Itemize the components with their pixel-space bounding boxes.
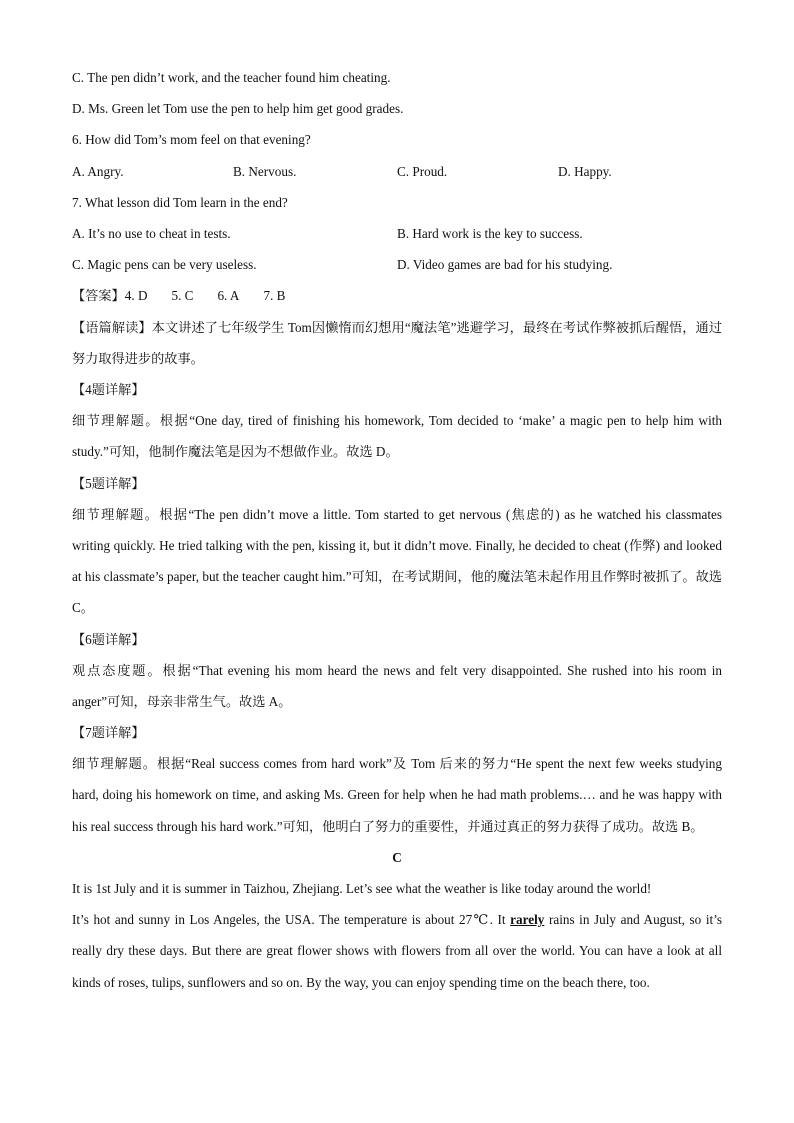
document-page <box>72 62 722 998</box>
p2-text-before: It’s hot and sunny in Los Angeles, the USA. The temperature is about 27℃. It <box>72 912 511 928</box>
passage-summary: 【语篇解读】本文讲述了七年级学生 Tom因懒惰而幻想用“魔法笔”逃避学习，最终在考试作弊被抓后醒悟，通过努力取得进步的故事。 <box>72 319 722 366</box>
answer-label: 【答案】 <box>72 288 125 304</box>
q6-option-c: C. Proud. <box>397 163 448 179</box>
explanation-q4: 细节理解题。根据“One day, tired of finishing his homework, Tom decided to ‘make’ a magic pen to help him with study.”可知，他制作魔法笔是因为不想做作业。故选 D。 <box>72 413 722 460</box>
answer-line <box>72 280 722 311</box>
heading-q6: 【6题详解】 <box>72 631 145 647</box>
heading-q5: 【5题详解】 <box>72 475 145 491</box>
explanation-q7: 细节理解题。根据“Real success comes from hard work”及 Tom 后来的努力“He spent the next few weeks studying hard, doing his homework on time, and asking Ms. Green for help when he had math problems.… and he was happy with his real success through his hard work.”可知，他明白了努力的重要性，并通过真正的努力获得了成功。故选 B。 <box>72 756 722 834</box>
passage-paragraph-1: It is 1st July and it is summer in Taizhou, Zhejiang. Let’s see what the weather is like today around the world! <box>72 881 652 897</box>
question-7-options-row1 <box>72 218 722 249</box>
question-5-option-c: C. The pen didn’t work, and the teacher found him cheating. <box>72 70 391 85</box>
q7-option-c: C. Magic pens can be very useless. <box>72 257 257 273</box>
answer-4: 4. D <box>124 288 148 304</box>
q6-option-b: B. Nervous. <box>233 163 297 179</box>
answer-7: 7. B <box>263 288 286 304</box>
explanation-q6: 观点态度题。根据“That evening his mom heard the news and felt very disappointed. She rushed into his room in anger”可知，母亲非常生气。故选 A。 <box>72 662 722 709</box>
q7-option-b: B. Hard work is the key to success. <box>397 225 583 241</box>
question-6: 6. How did Tom’s mom feel on that evening? <box>72 132 311 148</box>
p2-text-after: rains in July and August, so it’s really dry these days. But there are great flower shows with flowers from all over the world. You can have a look at all kinds of roses, tulips, sunflowers and so on. By the way, you can enjoy spending time on the beach there, too. <box>72 912 723 990</box>
heading-q4: 【4题详解】 <box>72 381 145 397</box>
q6-option-a: A. Angry. <box>72 163 124 179</box>
section-heading: C <box>392 849 402 865</box>
p2-underlined-word: rarely <box>510 912 545 928</box>
q6-option-d: D. Happy. <box>558 163 612 179</box>
q7-option-d: D. Video games are bad for his studying. <box>397 257 613 273</box>
question-5-option-d: D. Ms. Green let Tom use the pen to help him get good grades. <box>72 101 404 117</box>
question-7: 7. What lesson did Tom learn in the end? <box>72 194 288 210</box>
answer-5: 5. C <box>171 288 194 304</box>
passage-paragraph-2 <box>72 904 722 998</box>
q7-option-a: A. It’s no use to cheat in tests. <box>72 225 231 241</box>
question-7-options-row2 <box>72 249 722 280</box>
answer-6: 6. A <box>217 288 240 304</box>
question-6-options <box>72 156 722 187</box>
explanation-q5: 细节理解题。根据“The pen didn’t move a little. Tom started to get nervous (焦虑的) as he watched his classmates writing quickly. He tried talking with the pen, kissing it, but it didn’t move. Finally, he decided to cheat (作弊) and looked at his classmate’s paper, but the teacher caught him.”可知，在考试期间，他的魔法笔未起作用且作弊时被抓了。故选 C。 <box>72 506 722 616</box>
heading-q7: 【7题详解】 <box>72 725 145 741</box>
